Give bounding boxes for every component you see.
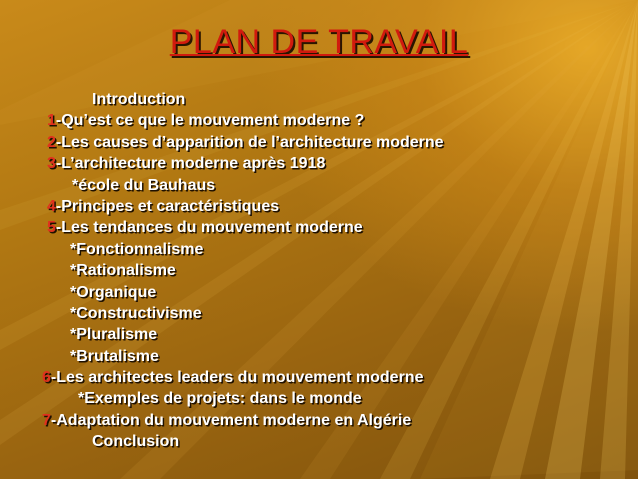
list-item-1 — [0, 110, 444, 131]
list-subitem-fonctionnalisme — [0, 239, 444, 260]
list-item-7 — [0, 410, 444, 431]
item-text: *Fonctionnalisme — [70, 240, 204, 258]
item-text: *Rationalisme — [70, 262, 176, 280]
item-number: 6 — [42, 369, 51, 387]
list-subitem-pluralisme — [0, 324, 444, 345]
item-text: *Organique — [70, 283, 157, 301]
item-number: 1 — [47, 112, 56, 130]
work-plan-list — [0, 89, 444, 453]
item-text: Introduction — [92, 91, 186, 108]
item-text: -Les architectes leaders du mouvement moderne — [50, 369, 424, 387]
list-item-6 — [0, 367, 444, 388]
item-text: -Adaptation du mouvement moderne en Algérie — [50, 411, 412, 429]
list-subitem-constructivisme — [0, 303, 444, 324]
list-item-5 — [0, 217, 444, 238]
list-subitem-exemples — [0, 388, 444, 409]
list-subitem-bauhaus — [0, 175, 444, 196]
item-text: Conclusion — [92, 433, 180, 451]
item-text: -L’architecture moderne après 1918 — [55, 155, 326, 173]
list-item-2 — [0, 132, 444, 153]
list-item-4 — [0, 196, 444, 217]
item-number: 4 — [47, 197, 56, 215]
item-text: *Brutalisme — [70, 347, 159, 365]
item-number: 3 — [47, 155, 56, 173]
list-item-conclusion — [0, 431, 444, 452]
list-item-3 — [0, 153, 444, 174]
item-text: -Principes et caractéristiques — [55, 197, 280, 215]
item-text: *Exemples de projets: dans le monde — [78, 390, 362, 408]
item-number: 7 — [42, 411, 51, 429]
item-text: -Les tendances du mouvement moderne — [55, 219, 363, 237]
list-subitem-rationalisme — [0, 260, 444, 281]
list-subitem-brutalisme — [0, 346, 444, 367]
item-number: 5 — [47, 219, 56, 237]
item-text: -Les causes d’apparition de l’architecture moderne — [55, 133, 444, 151]
item-text: -Qu’est ce que le mouvement moderne ? — [55, 112, 365, 130]
item-text: *Constructivisme — [70, 304, 202, 322]
list-item-introduction — [0, 89, 444, 110]
slide-title: PLAN DE TRAVAIL — [169, 23, 469, 61]
list-subitem-organique — [0, 282, 444, 303]
item-number: 2 — [47, 133, 56, 151]
item-text: *Pluralisme — [70, 326, 158, 344]
item-text: *école du Bauhaus — [72, 176, 216, 194]
